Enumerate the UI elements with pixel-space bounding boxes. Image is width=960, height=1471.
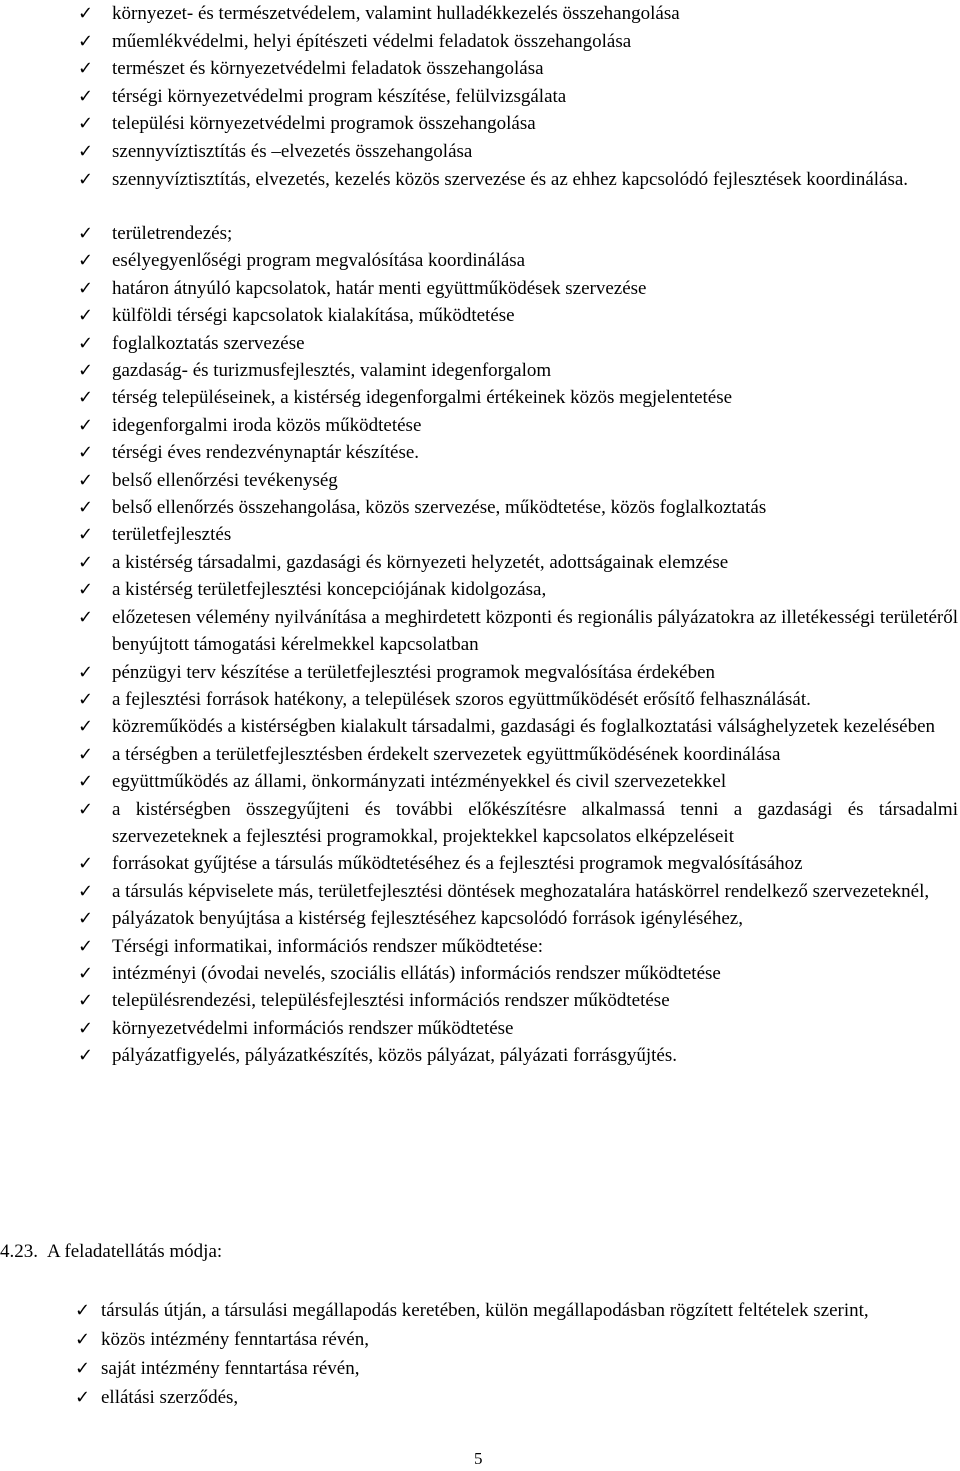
list-item-text: településrendezési, településfejlesztési információs rendszer működtetése — [112, 990, 670, 1012]
list-item — [0, 987, 958, 1014]
list-item — [0, 138, 958, 166]
list-item — [0, 659, 958, 686]
list-item — [0, 878, 958, 905]
task-list-environment — [0, 0, 958, 193]
list-item-text: természet és környezetvédelmi feladatok összehangolása — [112, 58, 544, 80]
list-item — [0, 521, 958, 548]
checkmark-icon: ✓ — [78, 743, 94, 765]
checkmark-icon: ✓ — [78, 332, 94, 354]
checkmark-icon: ✓ — [78, 305, 94, 327]
list-item-text: forrásokat gyűjtése a társulás működtetéséhez és a fejlesztési programok megvalósításához — [112, 853, 803, 875]
list-item-text: pályázatfigyelés, pályázatkészítés, közös pályázat, pályázati forrásgyűjtés. — [112, 1045, 677, 1067]
list-item — [0, 412, 958, 439]
list-item — [0, 1354, 958, 1383]
checkmark-icon: ✓ — [75, 1300, 91, 1321]
list-item-text: a kistérségben összegyűjteni és további előkészítésre alkalmassá tenni a gazdasági és társadalmi szervezeteknek a fejlesztési programokkal, projektekkel kapcsolatos elképzeléseit — [112, 798, 958, 847]
list-item-text: saját intézmény fenntartása révén, — [101, 1358, 360, 1379]
list-item-text: külföldi térségi kapcsolatok kialakítása, működtetése — [112, 305, 515, 327]
list-item-text: a kistérség területfejlesztési koncepciójának kidolgozása, — [112, 579, 547, 601]
list-item — [0, 1296, 958, 1325]
list-item — [0, 302, 958, 329]
checkmark-icon: ✓ — [78, 497, 94, 519]
checkmark-icon: ✓ — [78, 442, 94, 464]
list-item — [0, 467, 958, 494]
list-item — [0, 439, 958, 466]
checkmark-icon: ✓ — [78, 250, 94, 272]
list-item — [0, 905, 958, 932]
checkmark-icon: ✓ — [78, 606, 94, 628]
checkmark-icon: ✓ — [78, 58, 94, 80]
checkmark-icon: ✓ — [78, 935, 94, 957]
list-item-text: a kistérség társadalmi, gazdasági és környezeti helyzetét, adottságainak elemzése — [112, 551, 729, 573]
list-item-text: műemlékvédelmi, helyi építészeti védelmi feladatok összehangolása — [112, 30, 632, 52]
list-item-text: határon átnyúló kapcsolatok, határ menti együttműködések szervezése — [112, 277, 647, 299]
list-item — [0, 384, 958, 411]
checkmark-icon: ✓ — [75, 1329, 91, 1350]
method-list — [0, 1296, 958, 1412]
list-item — [0, 1383, 958, 1412]
checkmark-icon: ✓ — [78, 140, 94, 162]
list-item — [0, 1015, 958, 1042]
checkmark-icon: ✓ — [78, 798, 94, 820]
checkmark-icon: ✓ — [78, 3, 94, 24]
list-item-text: a térségben a területfejlesztésben érdekelt szervezetek együttműködésének koordinálása — [112, 743, 781, 765]
list-item — [0, 247, 958, 274]
list-item-text: társulás útján, a társulási megállapodás keretében, külön megállapodásban rögzített feltételek szerint, — [101, 1300, 869, 1321]
list-item-text: a fejlesztési források hatékony, a települések szoros együttműködését erősítő felhasználását. — [112, 688, 811, 710]
list-item — [0, 1325, 958, 1354]
list-item-text: esélyegyenlőségi program megvalósítása koordinálása — [112, 250, 526, 272]
checkmark-icon: ✓ — [75, 1387, 91, 1408]
list-item-text: szennyvíztisztítás és –elvezetés összehangolása — [112, 140, 473, 162]
checkmark-icon: ✓ — [78, 661, 94, 683]
list-item-text: együttműködés az állami, önkormányzati intézményekkel és civil szervezetekkel — [112, 771, 727, 793]
checkmark-icon: ✓ — [78, 962, 94, 984]
list-item — [0, 933, 958, 960]
list-item — [0, 275, 958, 302]
list-item-text: gazdaság- és turizmusfejlesztés, valamint idegenforgalom — [112, 360, 552, 382]
list-item-text: Térségi informatikai, információs rendszer működtetése: — [112, 935, 544, 957]
list-item-text: térségi környezetvédelmi program készítése, felülvizsgálata — [112, 85, 567, 107]
checkmark-icon: ✓ — [78, 990, 94, 1012]
checkmark-icon: ✓ — [78, 688, 94, 710]
checkmark-icon: ✓ — [78, 30, 94, 52]
checkmark-icon: ✓ — [78, 277, 94, 299]
list-item — [0, 357, 958, 384]
list-item-text: területrendezés; — [112, 223, 233, 244]
checkmark-icon: ✓ — [78, 551, 94, 573]
list-item — [0, 576, 958, 603]
checkmark-icon: ✓ — [78, 880, 94, 902]
list-item — [0, 220, 958, 247]
checkmark-icon: ✓ — [78, 853, 94, 875]
list-item-text: előzetesen vélemény nyilvánítása a meghirdetett központi és regionális pályázatokra az illetékességi területéről benyújtott támogatási kérelmekkel kapcsolatban — [112, 606, 958, 656]
list-item — [0, 768, 958, 795]
list-item-text: belső ellenőrzési tevékenység — [112, 469, 338, 491]
list-item-text: szennyvíztisztítás, elvezetés, kezelés közös szervezése és az ehhez kapcsolódó fejlesztések koordinálása. — [112, 168, 909, 190]
list-item — [0, 83, 958, 111]
checkmark-icon: ✓ — [78, 387, 94, 409]
list-item — [0, 960, 958, 987]
list-item — [0, 330, 958, 357]
checkmark-icon: ✓ — [78, 414, 94, 436]
section-title: A feladatellátás módja: — [47, 1241, 223, 1262]
list-item-text: közreműködés a kistérségben kialakult társadalmi, gazdasági és foglalkoztatási válsághelyzetek kezelésében — [112, 716, 936, 738]
checkmark-icon: ✓ — [75, 1358, 91, 1379]
checkmark-icon: ✓ — [78, 168, 94, 190]
list-item — [0, 1042, 958, 1069]
list-item-text: foglalkoztatás szervezése — [112, 332, 305, 354]
list-item-text: területfejlesztés — [112, 524, 232, 546]
list-item-text: a társulás képviselete más, területfejlesztési döntések meghozatalára hatáskörrel rendelkező szervezeteknél, — [112, 880, 930, 902]
list-item — [0, 796, 958, 851]
page-number: 5 — [474, 1449, 483, 1468]
list-item-text: ellátási szerződés, — [101, 1387, 239, 1408]
list-item — [0, 110, 958, 138]
checkmark-icon: ✓ — [78, 469, 94, 491]
list-item — [0, 741, 958, 768]
list-item — [0, 0, 958, 28]
checkmark-icon: ✓ — [78, 1017, 94, 1039]
checkmark-icon: ✓ — [78, 908, 94, 930]
list-item-text: térségi éves rendezvénynaptár készítése. — [112, 442, 420, 464]
list-item-text: belső ellenőrzés összehangolása, közös szervezése, működtetése, közös foglalkoztatás — [112, 497, 767, 519]
list-item-text: pénzügyi terv készítése a területfejlesztési programok megvalósítása érdekében — [112, 661, 715, 683]
checkmark-icon: ✓ — [78, 524, 94, 546]
list-item — [0, 713, 958, 740]
section-number: 4.23. — [0, 1241, 38, 1262]
section-heading — [0, 1238, 222, 1265]
list-item — [0, 55, 958, 83]
list-item-text: környezet- és természetvédelem, valamint hulladékkezelés összehangolása — [112, 3, 680, 24]
task-list-development — [0, 220, 958, 1070]
list-item-text: intézményi (óvodai nevelés, szociális ellátás) információs rendszer működtetése — [112, 962, 721, 984]
list-item-text: települési környezetvédelmi programok összehangolása — [112, 113, 536, 135]
checkmark-icon: ✓ — [78, 716, 94, 738]
checkmark-icon: ✓ — [78, 223, 94, 244]
list-item — [0, 604, 958, 659]
list-item — [0, 686, 958, 713]
checkmark-icon: ✓ — [78, 113, 94, 135]
list-item-text: térség településeinek, a kistérség idegenforgalmi értékeinek közös megjelentetése — [112, 387, 733, 409]
list-item-text: közös intézmény fenntartása révén, — [101, 1329, 369, 1350]
checkmark-icon: ✓ — [78, 1045, 94, 1067]
list-item — [0, 166, 958, 194]
checkmark-icon: ✓ — [78, 85, 94, 107]
checkmark-icon: ✓ — [78, 360, 94, 382]
checkmark-icon: ✓ — [78, 579, 94, 601]
checkmark-icon: ✓ — [78, 771, 94, 793]
list-item-text: idegenforgalmi iroda közös működtetése — [112, 414, 422, 436]
list-item — [0, 850, 958, 877]
list-item — [0, 494, 958, 521]
list-item — [0, 549, 958, 576]
list-item-text: pályázatok benyújtása a kistérség fejlesztéséhez kapcsolódó források igényléséhez, — [112, 908, 743, 930]
list-item-text: környezetvédelmi információs rendszer működtetése — [112, 1017, 514, 1039]
list-item — [0, 28, 958, 56]
